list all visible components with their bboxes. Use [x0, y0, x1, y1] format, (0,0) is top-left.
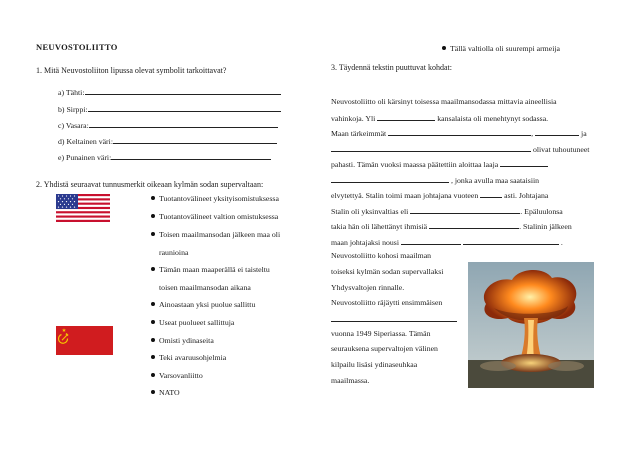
answer-line[interactable] — [88, 103, 281, 112]
answer-line[interactable] — [89, 119, 278, 128]
answer-line[interactable] — [113, 135, 277, 144]
q1-item-a — [58, 86, 281, 97]
q3-line-6 — [331, 174, 539, 185]
q3-text: . Epäluulonsa — [520, 207, 563, 216]
q1-item-label: b) Sirppi: — [58, 105, 88, 114]
q3-line-18: maailmassa. — [331, 376, 370, 385]
q1-item-label: a) Tähti: — [58, 88, 85, 97]
q3-line-8 — [331, 205, 563, 216]
blank-line[interactable] — [480, 189, 502, 198]
blank-line[interactable] — [535, 127, 579, 136]
bullet-label: NATO — [159, 388, 180, 397]
bullet-dot — [151, 214, 155, 218]
q2-bullet-4-cont: toisen maailmansodan aikana — [159, 283, 251, 292]
blank-line[interactable] — [500, 158, 548, 167]
answer-line[interactable] — [85, 86, 281, 95]
q2-bullet-8[interactable] — [151, 353, 226, 362]
q3-text: pahasti. Tämän vuoksi maassa päätettiin aloittaa laaja — [331, 160, 499, 169]
bullet-dot — [151, 302, 155, 306]
q3-line-16: seurauksena supervaltojen välinen — [331, 344, 438, 353]
dust — [548, 361, 584, 371]
q3-line-13: Yhdysvaltojen rinnalle. — [331, 283, 405, 292]
bullet-label: Omisti ydinaseita — [159, 336, 214, 345]
q3-line-11: Neuvostoliitto kohosi maailman — [331, 251, 432, 260]
bullet-label: Ainoastaan yksi puolue sallittu — [159, 300, 256, 309]
q1-item-label: c) Vasara: — [58, 121, 89, 130]
q3-text: . Stalinin jälkeen — [519, 222, 572, 231]
bullet-dot — [151, 373, 155, 377]
q3-text: vahinkoja. Yli — [331, 114, 376, 123]
q2-bullet-7[interactable] — [151, 336, 214, 345]
q1-item-label: e) Punainen väri: — [58, 153, 112, 162]
page-title: NEUVOSTOLIITTO — [36, 42, 118, 52]
bullet-dot — [151, 390, 155, 394]
blank-line[interactable] — [331, 143, 531, 152]
q3-text: , jonka avulla maa saataisiin — [450, 176, 540, 185]
bullet-label: Useat puolueet sallittuja — [159, 318, 235, 327]
blank-line[interactable] — [377, 112, 435, 121]
q1-item-d — [58, 135, 277, 146]
blank-line[interactable] — [429, 220, 519, 229]
q2-bullet-6[interactable] — [151, 318, 234, 327]
bullet-dot — [151, 196, 155, 200]
bullet-label: Toisen maailmansodan jälkeen maa oli — [159, 230, 281, 239]
q3-text: asti. Johtajana — [504, 191, 549, 200]
q3-text: Stalin oli yksinvaltias eli — [331, 207, 409, 216]
q3-text: , — [531, 129, 534, 138]
q3-line-9 — [331, 220, 572, 231]
bullet-label: Tällä valtiolla oli suurempi armeija — [450, 44, 560, 53]
answer-line[interactable] — [111, 151, 271, 160]
q3-line-3 — [331, 127, 587, 138]
q3-line-4 — [331, 143, 589, 154]
q3-line-5 — [331, 158, 548, 169]
nuclear-explosion-image — [468, 262, 594, 388]
blank-line[interactable] — [388, 127, 534, 138]
blank-line[interactable] — [410, 205, 520, 214]
soviet-flag[interactable] — [56, 326, 113, 355]
q3-text: olivat tuhoutuneet — [532, 145, 590, 154]
q3-blank-long — [331, 313, 457, 324]
bullet-label: Teki avaruusohjelmia — [159, 353, 227, 362]
bullet-dot — [151, 355, 155, 359]
bullet-dot — [151, 320, 155, 324]
q3-text: takia hän oli lähettänyt ihmisiä — [331, 222, 428, 231]
question-2-prompt: 2. Yhdistä seuraavat tunnusmerkit oikeaan kylmän sodan supervaltaan: — [36, 180, 264, 189]
q1-item-c — [58, 119, 278, 130]
q2-bullet-10[interactable] — [151, 388, 180, 397]
q3-text: ja — [581, 129, 587, 138]
q2-bullet-4[interactable] — [151, 265, 270, 274]
q1-item-e — [58, 151, 271, 162]
q3-text: elvytettyä. Stalin toimi maan johtajana vuoteen — [331, 191, 479, 200]
us-flag[interactable] — [56, 194, 110, 222]
q2-bullet-1[interactable] — [151, 194, 279, 203]
blank-line[interactable] — [331, 313, 457, 322]
q1-item-label: d) Keltainen väri: — [58, 137, 113, 146]
q2-bullet-2[interactable] — [151, 212, 278, 221]
q3-line-17: kilpailu lisäsi ydinaseuhkaa — [331, 360, 418, 369]
bullet-label: Tuotantovälineet valtion omistuksessa — [159, 212, 279, 221]
bullet-label: Tämän maan maaperällä ei taisteltu — [159, 265, 270, 274]
bullet-dot — [442, 46, 446, 50]
q3-line-14: Neuvostoliitto räjäytti ensimmäisen — [331, 298, 443, 307]
dust — [480, 361, 516, 371]
q2-bullet-9[interactable] — [151, 371, 203, 380]
q3-line-1: Neuvostoliitto oli kärsinyt toisessa maailmansodassa mittavia aineellisia — [331, 97, 557, 106]
q3-text: kansalaista oli menehtynyt sodassa. — [437, 114, 549, 123]
question-3-prompt: 3. Täydennä tekstin puuttuvat kohdat: — [331, 63, 452, 72]
bullet-dot — [151, 267, 155, 271]
q2-bullet-5[interactable] — [151, 300, 255, 309]
q3-line-7 — [331, 189, 548, 200]
q2-bullet-3[interactable] — [151, 230, 280, 239]
q3-line-12: toiseksi kylmän sodan supervallaksi — [331, 267, 444, 276]
blank-line[interactable] — [463, 236, 559, 245]
blank-line[interactable] — [331, 174, 449, 183]
bullet-dot — [151, 338, 155, 342]
blank-line[interactable] — [401, 236, 461, 245]
q3-text: . — [560, 238, 563, 247]
top-right-bullet — [442, 44, 560, 53]
q3-line-2 — [331, 112, 548, 123]
q1-item-b — [58, 103, 281, 114]
bullet-label: Varsovanliitto — [159, 371, 203, 380]
q3-text: maan johtajaksi nousi — [331, 238, 399, 247]
q3-text: Maan tärkeimmät — [331, 129, 387, 138]
q3-line-15: vuonna 1949 Siperiassa. Tämän — [331, 329, 431, 338]
bullet-label: Tuotantovälineet yksityisomistuksessa — [159, 194, 279, 203]
q3-line-10 — [331, 236, 563, 247]
q2-bullet-3-cont: raunioina — [159, 248, 189, 257]
question-1-prompt: 1. Mitä Neuvostoliiton lipussa olevat symbolit tarkoittavat? — [36, 66, 227, 75]
bullet-dot — [151, 232, 155, 236]
